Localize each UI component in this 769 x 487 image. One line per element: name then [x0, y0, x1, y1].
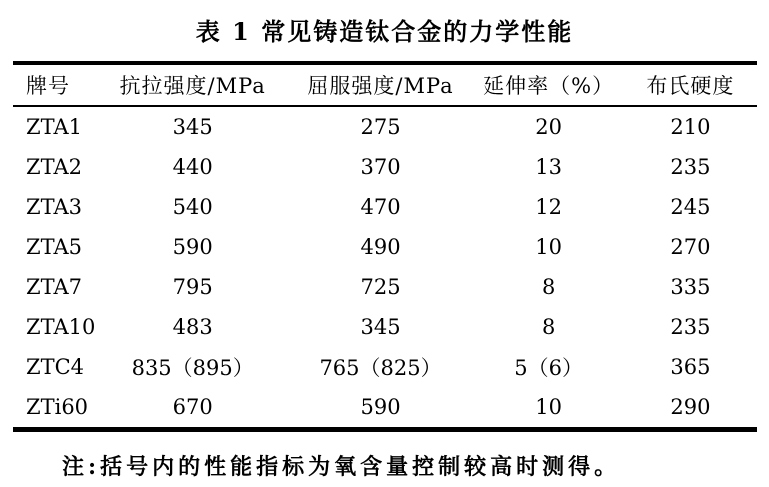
yield-cell: 275 [360, 115, 401, 139]
elongation-cell: 10 [535, 235, 563, 259]
col-header-brinell-hardness: 布氏硬度 [646, 74, 735, 98]
elongation-cell: 20 [535, 115, 563, 139]
table-row [13, 147, 757, 187]
grade-cell: ZTi60 [26, 395, 89, 419]
hardness-cell: 270 [670, 235, 711, 259]
elongation-cell: 8 [541, 275, 556, 299]
header-row [13, 63, 757, 106]
yield-cell: 470 [360, 195, 401, 219]
yield-cell: 590 [360, 395, 401, 419]
footnote: 注:括号内的性能指标为氧含量控制较高时测得。 [62, 454, 621, 480]
tensile-cell: 835（895） [131, 356, 254, 380]
yield-cell: 370 [360, 155, 401, 179]
table-title: 表 1 常见铸造钛合金的力学性能 [195, 17, 574, 46]
col-header-grade: 牌号 [26, 74, 70, 98]
tensile-cell: 670 [172, 395, 213, 419]
hardness-cell: 365 [670, 355, 711, 379]
table-row [13, 347, 757, 387]
hardness-cell: 235 [670, 155, 711, 179]
elongation-cell: 10 [535, 395, 563, 419]
yield-cell: 345 [360, 315, 401, 339]
hardness-cell: 245 [670, 195, 711, 219]
tensile-cell: 540 [172, 195, 213, 219]
grade-cell: ZTC4 [26, 355, 85, 379]
grade-cell: ZTA2 [26, 155, 82, 179]
elongation-cell: 13 [535, 155, 563, 179]
hardness-cell: 290 [670, 395, 711, 419]
elongation-cell: 12 [535, 195, 563, 219]
alloy-properties-table [13, 61, 757, 432]
hardness-cell: 335 [670, 275, 711, 299]
tensile-cell: 590 [172, 235, 213, 259]
table-row [13, 227, 757, 267]
table-row [13, 307, 757, 347]
elongation-cell: 5（6） [514, 356, 584, 380]
tensile-cell: 795 [172, 275, 213, 299]
table-row [13, 106, 757, 147]
yield-cell: 765（825） [319, 356, 442, 380]
tensile-cell: 440 [172, 155, 213, 179]
grade-cell: ZTA3 [26, 195, 82, 219]
table-row [13, 387, 757, 430]
table-container [13, 61, 757, 432]
table-row [13, 267, 757, 307]
hardness-cell: 235 [670, 315, 711, 339]
tensile-cell: 345 [172, 115, 213, 139]
hardness-cell: 210 [670, 115, 711, 139]
yield-cell: 490 [360, 235, 401, 259]
elongation-cell: 8 [541, 315, 556, 339]
yield-cell: 725 [360, 275, 401, 299]
grade-cell: ZTA7 [26, 275, 82, 299]
col-header-elongation: 延伸率（%） [483, 74, 615, 98]
grade-cell: ZTA10 [26, 315, 96, 339]
grade-cell: ZTA5 [26, 235, 82, 259]
col-header-tensile-strength: 抗拉强度/MPa [119, 74, 266, 98]
grade-cell: ZTA1 [26, 115, 82, 139]
col-header-yield-strength: 屈服强度/MPa [307, 74, 454, 98]
table-row [13, 187, 757, 227]
tensile-cell: 483 [172, 315, 213, 339]
